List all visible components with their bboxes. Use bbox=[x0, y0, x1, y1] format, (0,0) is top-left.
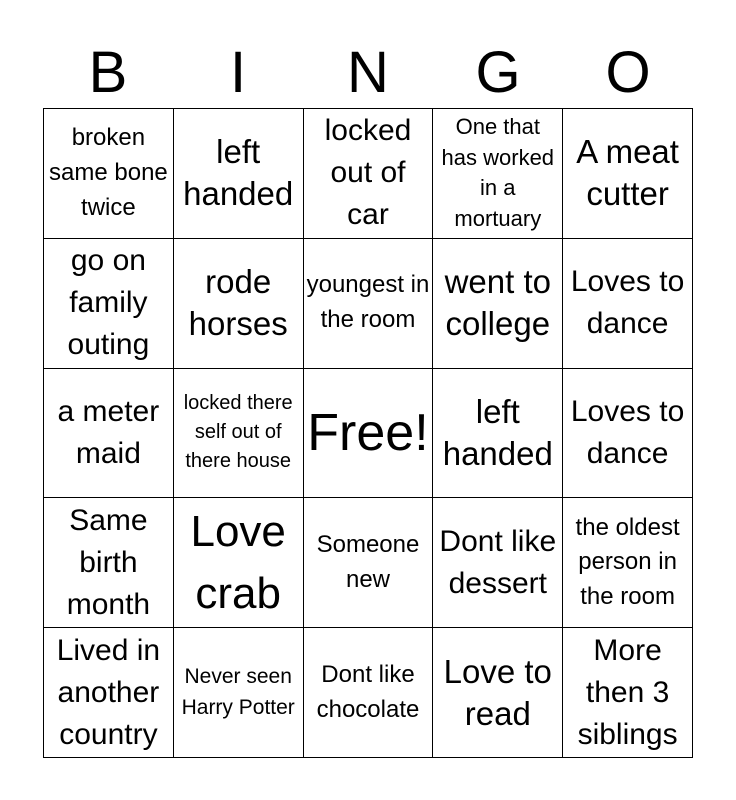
bingo-cell-text: Love crab bbox=[190, 507, 286, 618]
bingo-cell[interactable] bbox=[174, 239, 304, 369]
bingo-cell-text: left handed bbox=[442, 393, 553, 472]
bingo-cell[interactable] bbox=[44, 109, 174, 239]
bingo-cell[interactable] bbox=[563, 628, 693, 758]
bingo-cell[interactable] bbox=[44, 498, 174, 628]
header-letter-i: I bbox=[229, 40, 247, 105]
bingo-cell-text: locked out of car bbox=[324, 114, 412, 232]
bingo-cell-text: go on family outing bbox=[67, 244, 150, 362]
bingo-cell-text: Love to read bbox=[443, 652, 552, 732]
bingo-cell-text: More then 3 siblings bbox=[577, 633, 678, 751]
bingo-cell[interactable] bbox=[304, 498, 434, 628]
bingo-cell-text: Lived in another country bbox=[56, 633, 161, 751]
bingo-cell[interactable] bbox=[44, 239, 174, 369]
bingo-cell[interactable] bbox=[304, 239, 434, 369]
header-letter-g: G bbox=[475, 40, 521, 105]
bingo-board bbox=[43, 108, 693, 758]
bingo-cell[interactable] bbox=[174, 628, 304, 758]
bingo-cell[interactable] bbox=[433, 109, 563, 239]
bingo-cell-text: left handed bbox=[183, 133, 294, 213]
bingo-cell[interactable] bbox=[563, 239, 693, 369]
bingo-cell-text: Dont like chocolate bbox=[316, 660, 420, 723]
bingo-cell[interactable] bbox=[174, 498, 304, 628]
header-letter-b: B bbox=[88, 40, 128, 105]
bingo-header bbox=[43, 38, 693, 108]
bingo-cell[interactable] bbox=[563, 109, 693, 239]
bingo-cell-text: Loves to dance bbox=[570, 265, 685, 341]
bingo-cell-text: a meter maid bbox=[57, 394, 160, 470]
bingo-cell[interactable] bbox=[304, 369, 434, 499]
bingo-cell-text: Loves to dance bbox=[570, 394, 685, 470]
header-letter-n: N bbox=[347, 40, 389, 105]
bingo-cell[interactable] bbox=[174, 109, 304, 239]
bingo-cell-text: went to college bbox=[444, 263, 551, 343]
free-space-label: Free! bbox=[307, 403, 429, 462]
bingo-cell[interactable] bbox=[174, 369, 304, 499]
bingo-cell[interactable] bbox=[44, 369, 174, 499]
bingo-cell-text: the oldest person in the room bbox=[575, 513, 680, 611]
bingo-cell-text: Dont like dessert bbox=[439, 524, 557, 600]
bingo-cell[interactable] bbox=[433, 239, 563, 369]
bingo-cell-text: locked there self out of there house bbox=[183, 392, 293, 473]
bingo-cell[interactable] bbox=[433, 369, 563, 499]
bingo-cell-text: Never seen Harry Potter bbox=[181, 665, 295, 719]
bingo-cell[interactable] bbox=[563, 369, 693, 499]
bingo-cell[interactable] bbox=[433, 628, 563, 758]
bingo-cell-text: youngest in the room bbox=[306, 271, 430, 334]
bingo-cell[interactable] bbox=[563, 498, 693, 628]
bingo-cell[interactable] bbox=[433, 498, 563, 628]
bingo-cell[interactable] bbox=[44, 628, 174, 758]
bingo-cell-text: broken same bone twice bbox=[49, 124, 168, 221]
bingo-cell-text: rode horses bbox=[188, 263, 288, 343]
bingo-cell-text: Same birth month bbox=[66, 503, 151, 621]
bingo-cell-text: One that has worked in a mortuary bbox=[441, 113, 555, 232]
header-letter-o: O bbox=[605, 40, 651, 105]
bingo-cell-text: Someone new bbox=[316, 530, 420, 593]
bingo-cell[interactable] bbox=[304, 628, 434, 758]
bingo-cell[interactable] bbox=[304, 109, 434, 239]
bingo-cell-text: A meat cutter bbox=[576, 133, 679, 213]
